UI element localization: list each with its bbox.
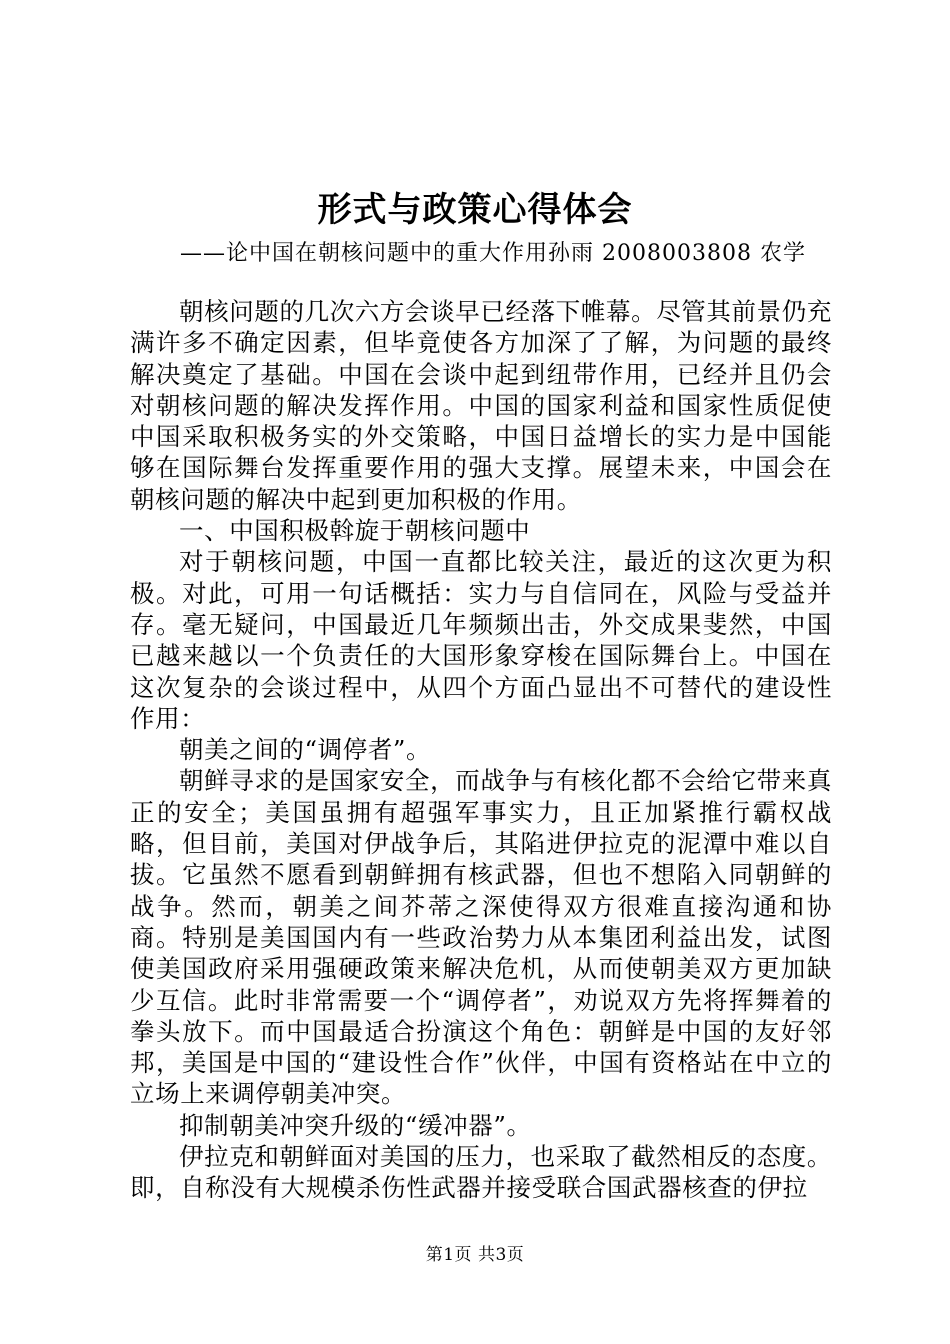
paragraph-buffer: 伊拉克和朝鲜面对美国的压力，也采取了截然相反的态度。即，自称没有大规模杀伤性武器并接受联合国武器核查的伊拉 <box>130 1142 832 1203</box>
paragraph-china-role: 对于朝核问题，中国一直都比较关注，最近的这次更为积极。对此，可用一句话概括：实力与自信同在，风险与受益并存。毫无疑问，中国最近几年频频出击，外交成果斐然，中国已越来越以一个负责任的大国形象穿梭在国际舞台上。中国在这次复杂的会谈过程中，从四个方面凸显出不可替代的建设性作用： <box>130 547 832 733</box>
paragraph-intro: 朝核问题的几次六方会谈早已经落下帷幕。尽管其前景仍充满许多不确定因素，但毕竟使各方加深了了解，为问题的最终解决奠定了基础。中国在会谈中起到纽带作用，已经并且仍会对朝核问题的解决发挥作用。中国的国家利益和国家性质促使中国采取积极务实的外交策略，中国日益增长的实力是中国能够在国际舞台发挥重要作用的强大支撑。展望未来，中国会在朝核问题的解决中起到更加积极的作用。 <box>130 297 832 514</box>
paragraph-mediator: 朝鲜寻求的是国家安全，而战争与有核化都不会给它带来真正的安全；美国虽拥有超强军事实力，且正加紧推行霸权战略，但目前，美国对伊战争后，其陷进伊拉克的泥潭中难以自拔。它虽然不愿看到朝鲜拥有核武器，但也不想陷入同朝鲜的战争。然而，朝美之间芥蒂之深使得双方很难直接沟通和协商。特别是美国国内有一些政治势力从本集团利益出发，试图使美国政府采用强硬政策来解决危机，从而使朝美双方更加缺少互信。此时非常需要一个“调停者”，劝说双方先将挥舞着的拳头放下。而中国最适合扮演这个角色：朝鲜是中国的友好邻邦，美国是中国的“建设性合作”伙伴，中国有资格站在中立的立场上来调停朝美冲突。 <box>130 766 832 1109</box>
subheading-mediator: 朝美之间的“调停者”。 <box>179 735 432 765</box>
page-subtitle: ——论中国在朝核问题中的重大作用孙雨 2008003808 农学 <box>180 241 806 266</box>
subheading-buffer: 抑制朝美冲突升级的“缓冲器”。 <box>179 1110 532 1140</box>
document-body <box>130 296 832 1204</box>
section-heading: 一、中国积极斡旋于朝核问题中 <box>179 516 531 546</box>
page-footer: 第1页 共3页 <box>425 1245 525 1265</box>
page-title: 形式与政策心得体会 <box>317 190 633 230</box>
